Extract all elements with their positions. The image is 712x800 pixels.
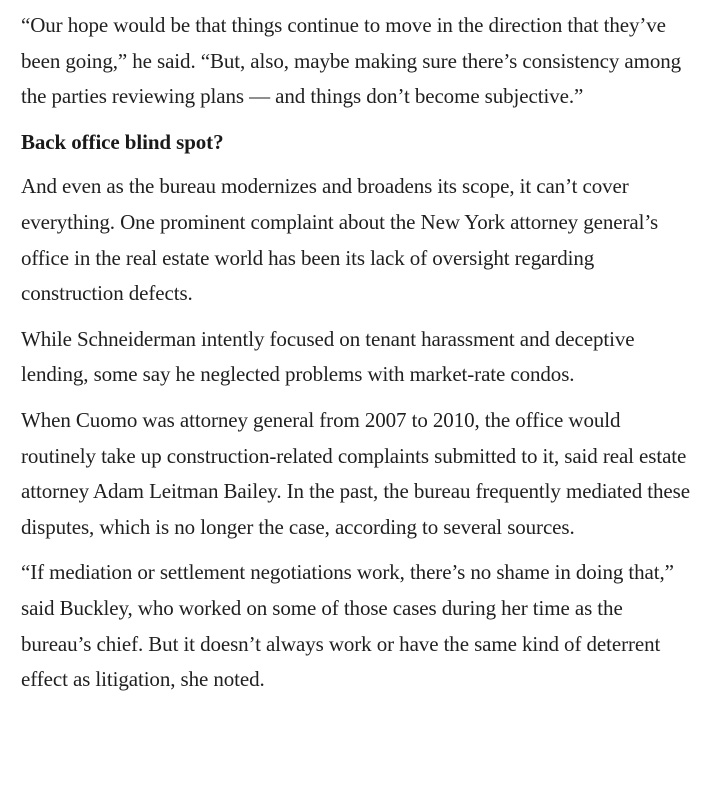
article-paragraph: When Cuomo was attorney general from 2007 to 2010, the office would routinely take up construction-related complaints submitted to it, said real estate attorney Adam Leitman Bailey. In the past, the bureau frequently mediated these disputes, which is no longer the case, according to several sources. bbox=[21, 407, 690, 539]
article-paragraph: While Schneiderman intently focused on tenant harassment and deceptive lending, some say he neglected problems with market-rate condos. bbox=[21, 326, 635, 387]
section-heading: Back office blind spot? bbox=[21, 129, 224, 154]
article-paragraph: “Our hope would be that things continue to move in the direction that they’ve been going,” he said. “But, also, maybe making sure there’s consistency among the parties reviewing plans — and things don’t become subjective.” bbox=[21, 13, 682, 109]
article-paragraph: And even as the bureau modernizes and broadens its scope, it can’t cover everything. One prominent complaint about the New York attorney general’s office in the real estate world has been its lack of oversight regarding construction defects. bbox=[21, 174, 659, 306]
article-body bbox=[21, 8, 693, 708]
article-paragraph: “If mediation or settlement negotiations work, there’s no shame in doing that,” said Buckley, who worked on some of those cases during her time as the bureau’s chief. But it doesn’t always work or have the same kind of deterrent effect as litigation, she noted. bbox=[21, 560, 674, 692]
